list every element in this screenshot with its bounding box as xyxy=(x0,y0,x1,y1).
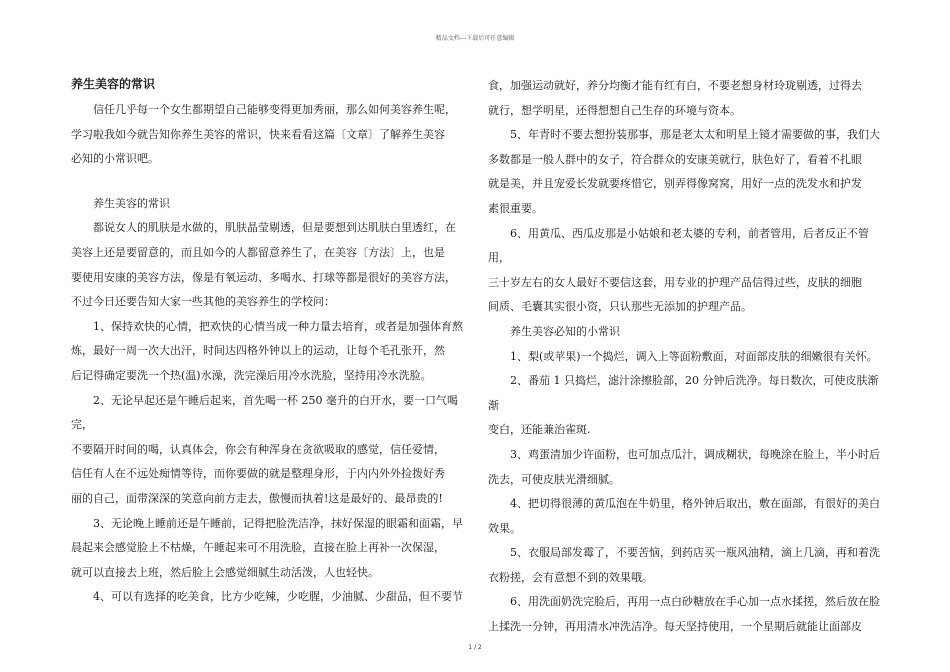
list-item: 4、可以有选择的吃美食，比方少吃辣，少吃腥，少油腻、少甜品，但不要节 xyxy=(93,590,463,604)
text-line: 间质、毛囊其实很小资，只认那些无添加的护理产品。 xyxy=(488,300,752,314)
text-line: 变白，还能兼治雀斑. xyxy=(488,423,591,437)
right-column xyxy=(488,74,888,640)
text-line: 就行，想学明星，还得想想自己生存的环境与资本。 xyxy=(488,103,741,117)
document-title: 养生美容的常识 xyxy=(71,77,156,91)
page-header: 精品文档---下载后可任意编辑 xyxy=(435,35,515,42)
text-line: 就可以直接去上班，然后脸上会感觉细腻生动活泼，人也轻快。 xyxy=(71,565,379,579)
text-line: 晨起来会感觉脸上不枯燥，午睡起来可不用洗脸，直接在脸上再补一次保湿， xyxy=(71,541,445,555)
list-item: 3、鸡蛋清加少许面粉，也可加点瓜汁，调成糊状，每晚涂在脸上，半小时后 xyxy=(510,447,880,461)
text-line: 就是美，并且宠爱长发就要疼惜它，别弄得像窝窝，用好一点的洗发水和护发 xyxy=(488,177,862,191)
text-line: 上揉洗一分钟，再用清水冲洗洁净。每天坚持使用，一个星期后就能让面部皮 xyxy=(488,620,862,634)
text-line: 丽的自己，面带深深的笑意向前方走去，傲慢而执着!这是最好的、最昂贵的! xyxy=(71,491,443,505)
list-item: 5、年青时不要去想扮装那事，那是老太太和明星上镜才需要做的事，我们大 xyxy=(510,128,880,142)
left-column xyxy=(71,72,471,610)
list-item: 2、番茄 1 只捣烂，滤汁涂擦脸部，20 分钟后洗净。每日数次，可使皮肤渐渐 xyxy=(488,374,879,412)
text-line: 要使用安康的美容方法，像是有氧运动、多喝水、打球等都是很好的美容方法， xyxy=(71,270,456,284)
body-text xyxy=(71,216,471,610)
list-item: 6、用洗面奶洗完脸后，再用一点白砂糖放在手心加一点水揉搓，然后放在脸 xyxy=(510,595,880,609)
text-line: 信任几乎每一个女生都期望自己能够变得更加秀丽，那么如何美容养生呢， xyxy=(93,103,456,116)
text-line: 洗去，可使皮肤光滑细腻。 xyxy=(488,472,620,486)
text-line: 信任有人在不远处痴情等待，而你要做的就是整理身形，于内内外外捡拨好秀 xyxy=(71,467,445,481)
text-line: 后记得确定要洗一个热(温)水澡，洗完澡后用冷水洗脸，坚持用冷水洗脸。 xyxy=(71,368,432,382)
text-line: 效果。 xyxy=(488,521,521,535)
text-line: 不要隔开时间的喝，认真体会，你会有种浑身在贪欲吸取的感觉，信任爱情， xyxy=(71,442,445,456)
list-item: 3、无论晚上睡前还是午睡前，记得把脸洗洁净，抹好保湿的眼霜和面霜，早 xyxy=(93,516,463,530)
list-item: 1、梨(或苹果)一个捣烂，调入上等面粉敷面，对面部皮肤的细嫩很有关怀。 xyxy=(510,349,878,363)
text-line: 不过今日还要告知大家一些其他的美容养生的学校问： xyxy=(71,295,335,309)
text-line: 炼，最好一周一次大出汗，时间达四格外钟以上的运动，让每个毛孔张开，然 xyxy=(71,344,445,358)
text-line: 多数都是一般人群中的女子，符合群众的安康美就行，肤色好了，看着不扎眼 xyxy=(488,152,862,166)
text-line: 都说女人的肌肤是水做的，肌肤晶莹剔透，但是要想到达肌肤白里透红，在 xyxy=(93,221,456,235)
section-heading: 养生美容的常识 xyxy=(93,196,170,210)
list-item: 6、用黄瓜、西瓜皮那是小姑娘和老太婆的专利，前者管用，后者反正不管用， xyxy=(488,226,869,265)
intro-paragraph xyxy=(71,98,471,172)
list-item: 1、保持欢快的心情，把欢快的心情当成一种力量去培育，或者是加强体育熬 xyxy=(93,319,463,333)
text-line: 素很重要。 xyxy=(488,201,543,215)
text-line: 食，加强运动就好，养分均衡才能有红有白，不要老想身材玲珑剔透，过得去 xyxy=(488,79,862,92)
text-line: 学习啦我如今就告知你养生美容的常识，快来看看这篇〔文章〕了解养生美容 xyxy=(71,127,445,141)
list-item: 5、衣服局部发霉了，不要苦恼，到药店买一瓶风油精，滴上几滴，再和着洗 xyxy=(510,546,880,560)
page-number: 1 / 2 xyxy=(468,644,482,651)
list-item: 4、把切得很薄的黄瓜泡在牛奶里，格外钟后取出，敷在面部，有很好的美白 xyxy=(510,497,880,511)
text-line: 衣粉搓，会有意想不到的效果哦。 xyxy=(488,570,653,584)
text-line: 美容上还是要留意的，而且如今的人都留意养生了，在美容〔方法〕上，也是 xyxy=(71,245,445,259)
section-heading: 养生美容必知的小常识 xyxy=(510,324,620,338)
list-item: 2、无论早起还是午睡后起来，首先喝一杯 250 毫升的白开水，要一口气喝完， xyxy=(71,393,458,432)
text-line: 必知的小常识吧。 xyxy=(71,152,159,166)
text-line: 三十岁左右的女人最好不要信这套，用专业的护理产品信得过些，皮肤的细胞 xyxy=(488,275,862,289)
